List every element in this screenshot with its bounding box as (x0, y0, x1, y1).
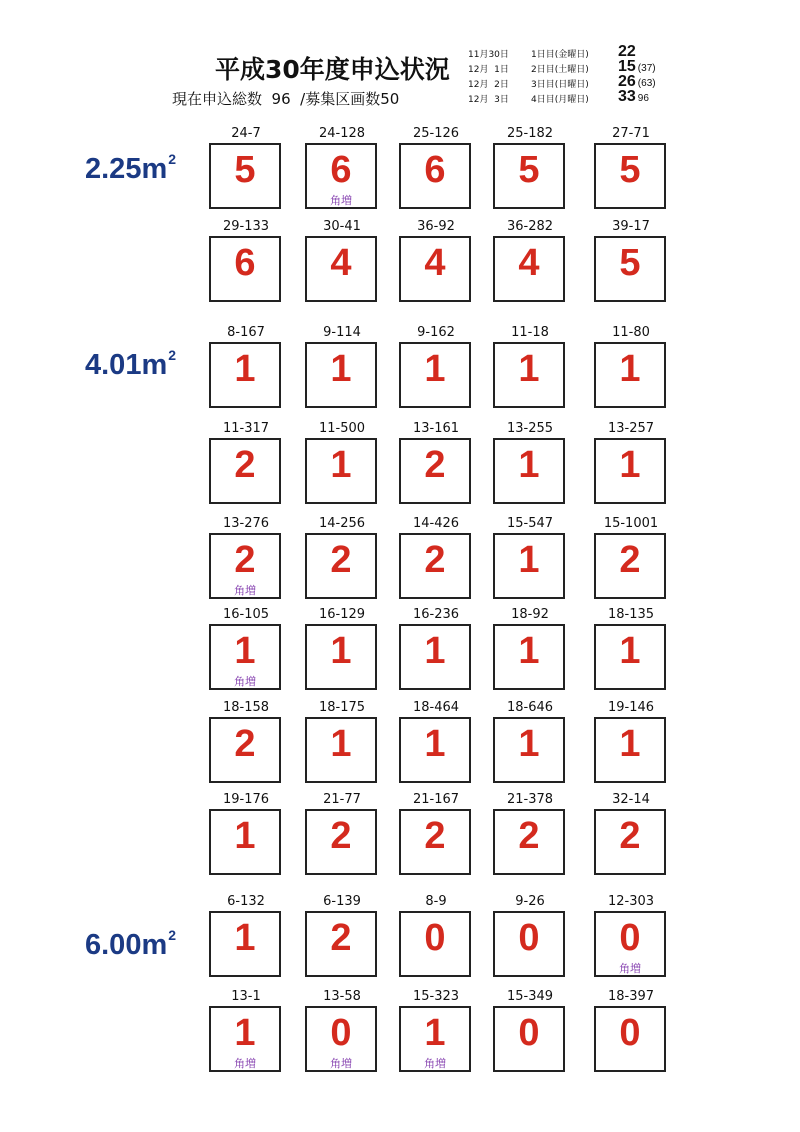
plot-id: 25-126 (412, 126, 460, 141)
count-box (493, 911, 565, 977)
count-box (399, 236, 471, 302)
corner-note: 角増 (619, 962, 641, 975)
count-box (305, 342, 377, 408)
application-count: 1 (619, 630, 641, 672)
application-count: 0 (518, 917, 540, 959)
corner-note: 角増 (234, 1057, 256, 1070)
count-box (493, 624, 565, 690)
application-count: 1 (234, 1012, 256, 1054)
plot-id: 12-303 (607, 894, 655, 909)
plot-id: 19-146 (607, 700, 655, 715)
section-label-text: 4.01m (85, 349, 168, 381)
section-label-text: 2.25m (85, 153, 168, 185)
plot-id: 15-1001 (603, 516, 659, 531)
application-count: 1 (234, 917, 256, 959)
log-cumulative: 96 (637, 93, 649, 104)
section-label-sup: 2 (168, 151, 177, 167)
count-box (594, 911, 666, 977)
count-box (594, 236, 666, 302)
application-count: 1 (424, 630, 446, 672)
application-count: 2 (234, 444, 256, 486)
plot-id: 36-92 (417, 219, 455, 234)
plot-id: 8-167 (227, 325, 265, 340)
plot-id: 21-77 (323, 792, 361, 807)
count-box (209, 624, 281, 690)
count-box (399, 1006, 471, 1072)
plot-id: 13-161 (412, 421, 460, 436)
application-count: 1 (518, 539, 540, 581)
summary-line: 現在申込総数 96 /募集区画数50 (172, 90, 400, 108)
application-count: 0 (424, 917, 446, 959)
log-cumulative: (63) (637, 78, 656, 89)
count-box (305, 624, 377, 690)
count-box (209, 236, 281, 302)
application-count: 2 (424, 444, 446, 486)
application-count: 1 (424, 723, 446, 765)
log-day: 1日目(金曜日) (531, 50, 589, 60)
corner-note: 角増 (234, 675, 256, 688)
plot-id: 27-71 (612, 126, 650, 141)
plot-id: 9-114 (323, 325, 361, 340)
count-box (209, 438, 281, 504)
count-box (594, 533, 666, 599)
count-box (305, 236, 377, 302)
application-count: 5 (619, 149, 641, 191)
corner-note: 角増 (330, 1057, 352, 1070)
count-box (209, 342, 281, 408)
count-box (399, 624, 471, 690)
count-box (399, 342, 471, 408)
daily-log (468, 44, 668, 104)
plot-id: 29-133 (222, 219, 270, 234)
plot-id: 18-158 (222, 700, 270, 715)
count-box (305, 438, 377, 504)
log-row (468, 89, 668, 104)
section-label-sup: 2 (168, 927, 177, 943)
plot-id: 24-128 (318, 126, 366, 141)
log-date: 11月30日 (468, 50, 509, 60)
application-count: 2 (330, 539, 352, 581)
plot-id: 19-176 (222, 792, 270, 807)
log-row (468, 59, 668, 74)
application-count: 1 (330, 723, 352, 765)
application-count: 1 (619, 444, 641, 486)
plot-id: 6-139 (323, 894, 361, 909)
corner-note: 角増 (234, 584, 256, 597)
log-day: 3日目(日曜日) (531, 80, 589, 90)
count-box (305, 717, 377, 783)
count-box (493, 533, 565, 599)
plot-id: 6-132 (227, 894, 265, 909)
log-date: 12月 1日 (468, 65, 509, 75)
application-count: 2 (518, 815, 540, 857)
plot-id: 13-1 (231, 989, 261, 1004)
log-count-value: 15 (618, 58, 636, 75)
application-count: 1 (234, 815, 256, 857)
count-box (594, 624, 666, 690)
plot-id: 13-58 (323, 989, 361, 1004)
log-row (468, 44, 668, 59)
log-count (618, 88, 649, 106)
plot-id: 16-236 (412, 607, 460, 622)
plot-id: 11-317 (222, 421, 270, 436)
application-count: 1 (330, 444, 352, 486)
count-box (305, 533, 377, 599)
application-count: 6 (424, 149, 446, 191)
count-box (594, 717, 666, 783)
count-box (493, 236, 565, 302)
count-box (209, 1006, 281, 1072)
log-day: 2日目(土曜日) (531, 65, 589, 75)
application-count: 2 (330, 815, 352, 857)
section-label-sup: 2 (168, 347, 177, 363)
application-count: 2 (424, 539, 446, 581)
count-box (399, 717, 471, 783)
plot-id: 14-256 (318, 516, 366, 531)
count-box (209, 809, 281, 875)
count-box (399, 438, 471, 504)
plot-id: 9-26 (515, 894, 545, 909)
plot-id: 39-17 (612, 219, 650, 234)
plot-id: 36-282 (506, 219, 554, 234)
count-box (305, 143, 377, 209)
plot-id: 32-14 (612, 792, 650, 807)
count-box (305, 1006, 377, 1072)
section-label (85, 349, 176, 382)
application-count: 1 (330, 630, 352, 672)
application-count: 1 (330, 348, 352, 390)
count-box (399, 143, 471, 209)
plot-id: 18-464 (412, 700, 460, 715)
corner-note: 角増 (424, 1057, 446, 1070)
plot-id: 16-105 (222, 607, 270, 622)
count-box (594, 809, 666, 875)
plot-id: 13-255 (506, 421, 554, 436)
count-box (493, 342, 565, 408)
plot-id: 15-547 (506, 516, 554, 531)
count-box (493, 717, 565, 783)
count-box (493, 438, 565, 504)
application-count: 0 (619, 917, 641, 959)
log-date: 12月 2日 (468, 80, 509, 90)
plot-id: 18-397 (607, 989, 655, 1004)
count-box (305, 809, 377, 875)
count-box (209, 533, 281, 599)
corner-note: 角増 (330, 194, 352, 207)
plot-id: 14-426 (412, 516, 460, 531)
plot-id: 13-276 (222, 516, 270, 531)
application-count: 2 (330, 917, 352, 959)
plot-id: 21-378 (506, 792, 554, 807)
count-box (493, 143, 565, 209)
section-label-text: 6.00m (85, 929, 168, 961)
plot-id: 11-500 (318, 421, 366, 436)
count-box (594, 438, 666, 504)
log-count-value: 26 (618, 73, 636, 90)
log-row (468, 74, 668, 89)
log-date: 12月 3日 (468, 95, 509, 105)
log-cumulative: (37) (637, 63, 656, 74)
application-count: 1 (619, 723, 641, 765)
section-label (85, 929, 176, 962)
application-count: 1 (424, 348, 446, 390)
plot-id: 11-18 (511, 325, 549, 340)
plot-id: 18-646 (506, 700, 554, 715)
plot-id: 16-129 (318, 607, 366, 622)
plot-id: 13-257 (607, 421, 655, 436)
count-box (493, 809, 565, 875)
plot-id: 24-7 (231, 126, 261, 141)
plot-id: 11-80 (612, 325, 650, 340)
application-count: 4 (518, 242, 540, 284)
plot-id: 18-175 (318, 700, 366, 715)
application-count: 1 (234, 630, 256, 672)
application-count: 1 (518, 723, 540, 765)
application-count: 6 (330, 149, 352, 191)
count-box (594, 342, 666, 408)
application-count: 2 (619, 815, 641, 857)
plot-id: 18-92 (511, 607, 549, 622)
application-count: 5 (619, 242, 641, 284)
page-title: 平成30年度申込状況 (215, 55, 450, 84)
plot-id: 15-323 (412, 989, 460, 1004)
application-count: 1 (234, 348, 256, 390)
application-count: 1 (518, 348, 540, 390)
count-box (209, 143, 281, 209)
application-count: 4 (424, 242, 446, 284)
count-box (399, 533, 471, 599)
application-count: 2 (234, 539, 256, 581)
application-count: 5 (234, 149, 256, 191)
application-count: 2 (234, 723, 256, 765)
log-count-value: 33 (618, 88, 636, 105)
plot-id: 25-182 (506, 126, 554, 141)
count-box (209, 911, 281, 977)
count-box (594, 1006, 666, 1072)
application-count: 1 (424, 1012, 446, 1054)
plot-id: 15-349 (506, 989, 554, 1004)
application-count: 1 (518, 630, 540, 672)
application-count: 0 (330, 1012, 352, 1054)
count-box (594, 143, 666, 209)
plot-id: 30-41 (323, 219, 361, 234)
plot-id: 8-9 (425, 894, 447, 909)
application-count: 2 (619, 539, 641, 581)
count-box (305, 911, 377, 977)
log-day: 4日目(月曜日) (531, 95, 589, 105)
plot-id: 21-167 (412, 792, 460, 807)
application-count: 0 (518, 1012, 540, 1054)
plot-id: 18-135 (607, 607, 655, 622)
section-label (85, 153, 176, 186)
application-count: 1 (619, 348, 641, 390)
count-box (209, 717, 281, 783)
application-count: 5 (518, 149, 540, 191)
application-count: 0 (619, 1012, 641, 1054)
application-count: 2 (424, 815, 446, 857)
count-box (493, 1006, 565, 1072)
count-box (399, 911, 471, 977)
log-count-value: 22 (618, 43, 636, 60)
plot-id: 9-162 (417, 325, 455, 340)
application-count: 6 (234, 242, 256, 284)
application-count: 1 (518, 444, 540, 486)
count-box (399, 809, 471, 875)
application-count: 4 (330, 242, 352, 284)
